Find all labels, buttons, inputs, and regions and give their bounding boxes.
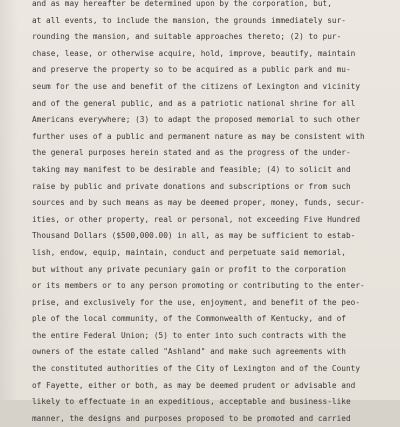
text-line: ities, or other property, real or personal, not exceeding Five Hundred xyxy=(32,214,361,224)
text-line: of Fayette, either or both, as may be deemed prudent or advisable and xyxy=(32,380,356,390)
text-line: at all events, to include the mansion, the grounds immediately sur- xyxy=(32,15,346,25)
text-line: Americans everywhere; (3) to adapt the proposed memorial to such other xyxy=(32,115,361,125)
text-line: prise, and exclusively for the use, enjoyment, and benefit of the peo- xyxy=(32,297,361,307)
text-line: seum for the use and benefit of the citizens of Lexington and vicinity xyxy=(32,81,361,91)
text-line: ple of the local community, of the Commonwealth of Kentucky, and of xyxy=(32,314,346,324)
text-line: the general purposes herein stated and as the progress of the under- xyxy=(32,148,351,158)
text-line: and as may hereafter be determined upon by the corporation, but, xyxy=(32,0,332,8)
text-line: the constituted authorities of the City of Lexington and of the County xyxy=(32,364,361,374)
text-line: Thousand Dollars ($500,000.00) in all, as may be sufficient to estab- xyxy=(32,231,356,241)
text-line: likely to effectuate in an expeditious, acceptable and business-like xyxy=(32,397,351,407)
text-line: and preserve the property so to be acquired as a public park and mu- xyxy=(32,65,351,75)
text-line: but without any private pecuniary gain or profit to the corporation xyxy=(32,264,346,274)
text-line: chase, lease, or otherwise acquire, hold, improve, beautify, maintain xyxy=(32,48,356,58)
text-line: the entire Federal Union; (5) to enter into such contracts with the xyxy=(32,330,346,340)
text-line: and of the general public, and as a patriotic national shrine for all xyxy=(32,98,356,108)
typewritten-text-block xyxy=(32,0,392,427)
page-edge-shadow xyxy=(0,0,18,400)
text-line: rounding the mansion, and suitable approaches thereto; (2) to pur- xyxy=(32,32,342,42)
text-line: owners of the estate called "Ashland" and make such agreements with xyxy=(32,347,346,357)
text-line: lish, endow, equip, maintain, conduct and perpetuate said memorial, xyxy=(32,247,346,257)
text-line: manner, the designs and purposes proposed to be promoted and carried xyxy=(32,413,351,423)
text-line: further uses of a public and permanent nature as may be consistent with xyxy=(32,131,365,141)
text-line: sources and by such means as may be deemed proper, money, funds, secur- xyxy=(32,198,365,208)
text-line: taking may manifest to be desirable and feasible; (4) to solicit and xyxy=(32,164,351,174)
text-line: raise by public and private donations and subscriptions or from such xyxy=(32,181,351,191)
text-line: or its members or to any person promoting or contributing to the enter- xyxy=(32,281,365,291)
